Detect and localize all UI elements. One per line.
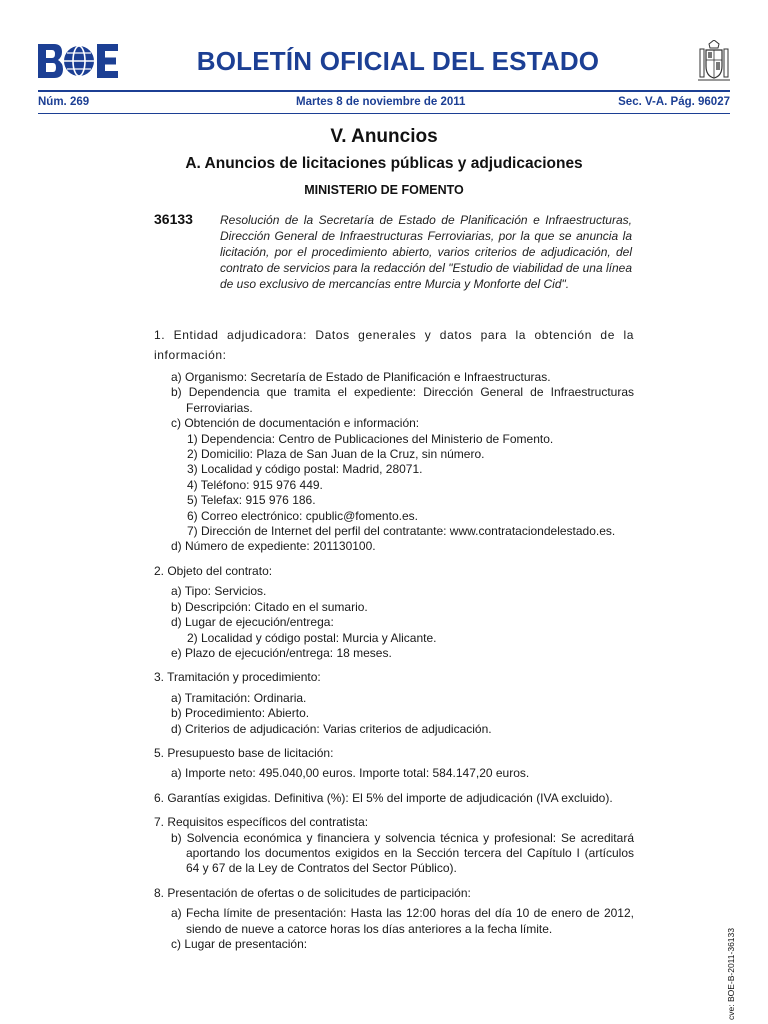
sub-item: 3) Localidad y código postal: Madrid, 28071. [187, 462, 423, 477]
section-5 [154, 746, 634, 782]
page-title: BOLETÍN OFICIAL DEL ESTADO [196, 46, 600, 76]
sub-item: 1) Dependencia: Centro de Publicaciones del Ministerio de Fomento. [187, 431, 554, 446]
coat-of-arms-icon [698, 40, 730, 82]
announcement-summary: Resolución de la Secretaría de Estado de Planificación e Infraestructuras, Dirección General de Infraestructuras Ferroviarias, por la que se anuncia la licitación, por el procedimiento abierto, varios criterios de adjudicación, del contrato de servicios para la redacción del "Estudio de viabilidad de una línea de uso exclusivo de mercancías entre Murcia y Monforte del Cid". [220, 213, 632, 291]
section-title: 5. Presupuesto base de licitación: [154, 745, 334, 760]
section-heading: V. Anuncios [330, 126, 438, 147]
section-page: Sec. V-A. Pág. 96027 [618, 96, 730, 108]
ministry-heading: MINISTERIO DE FOMENTO [304, 183, 464, 197]
list-item: a) Organismo: Secretaría de Estado de Planificación e Infraestructuras. [171, 370, 551, 384]
list-item: b) Dependencia que tramita el expediente: Dirección General de Infraestructuras Ferroviarias. [171, 385, 634, 415]
sub-item: 2) Localidad y código postal: Murcia y Alicante. [187, 630, 437, 645]
section-title: 7. Requisitos específicos del contratista: [154, 815, 369, 830]
list-item: c) Obtención de documentación e información: [171, 416, 420, 431]
list-item: a) Fecha límite de presentación: Hasta las 12:00 horas del día 10 de enero de 2012, siendo de nueve a catorce horas los días anteriores a la fecha límite. [171, 906, 634, 936]
section-1 [154, 325, 634, 555]
issue-number: Núm. 269 [38, 96, 90, 108]
list-item: b) Procedimiento: Abierto. [171, 706, 310, 721]
list-item: d) Número de expediente: 201130100. [171, 539, 376, 554]
list-item: b) Descripción: Citado en el sumario. [171, 599, 368, 614]
section-title: 6. Garantías exigidas. Definitiva (%): El 5% del importe de adjudicación (IVA excluido). [154, 790, 613, 805]
cve-code: cve: BOE-B-2011-36133 [726, 928, 736, 1020]
announcement-number: 36133 [154, 211, 193, 227]
list-item: d) Criterios de adjudicación: Varias criterios de adjudicación. [171, 721, 492, 736]
section-7 [154, 815, 634, 877]
meta-rule [38, 113, 730, 114]
header-rule [38, 90, 730, 92]
sub-item: 4) Teléfono: 915 976 449. [187, 477, 323, 492]
sub-item: 2) Domicilio: Plaza de San Juan de la Cruz, sin número. [187, 447, 485, 462]
section-title: 8. Presentación de ofertas o de solicitudes de participación: [154, 885, 471, 900]
list-item: e) Plazo de ejecución/entrega: 18 meses. [171, 645, 392, 660]
boe-logo [38, 44, 118, 78]
sub-item: 6) Correo electrónico: cpublic@fomento.es. [187, 508, 418, 523]
issue-meta [38, 96, 730, 112]
list-item: c) Lugar de presentación: [171, 937, 308, 951]
section-title: 1. Entidad adjudicadora: Datos generales y datos para la obtención de la información: [154, 328, 634, 362]
section-8 [154, 886, 634, 953]
announcement-body [154, 325, 634, 961]
list-item: a) Tipo: Servicios. [171, 584, 267, 599]
list-item: a) Tramitación: Ordinaria. [171, 690, 307, 705]
list-item: a) Importe neto: 495.040,00 euros. Importe total: 584.147,20 euros. [171, 766, 530, 781]
section-title: 3. Tramitación y procedimiento: [154, 670, 321, 685]
subsection-heading: A. Anuncios de licitaciones públicas y adjudicaciones [185, 155, 583, 172]
list-item: d) Lugar de ejecución/entrega: [171, 615, 334, 630]
section-6 [154, 791, 634, 806]
sub-item: 7) Dirección de Internet del perfil del contratante: www.contrataciondelestado.es. [187, 524, 616, 539]
section-3 [154, 670, 634, 737]
section-2 [154, 564, 634, 661]
page-header [38, 40, 730, 86]
issue-date: Martes 8 de noviembre de 2011 [296, 96, 466, 108]
sub-item: 5) Telefax: 915 976 186. [187, 493, 316, 508]
list-item: b) Solvencia económica y financiera y solvencia técnica y profesional: Se acreditará aportando los documentos exigidos en la Sección tercera del Capítulo I (artículos 64 y 67 de la Ley de Contratos del Sector Público). [171, 830, 634, 876]
section-title: 2. Objeto del contrato: [154, 563, 273, 578]
